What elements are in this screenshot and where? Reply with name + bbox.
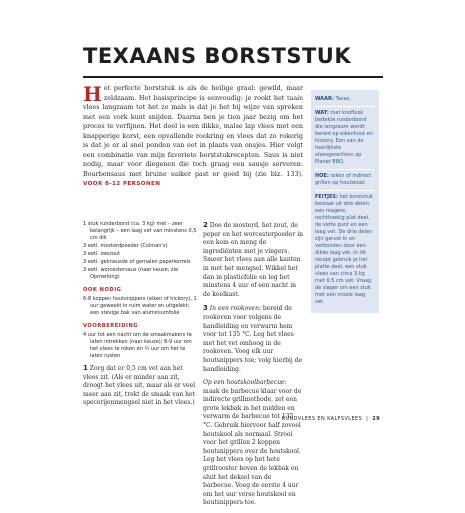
sidebar-label: FEITJES:	[315, 194, 338, 200]
page-footer	[220, 416, 380, 422]
step-3-charcoal	[203, 379, 303, 508]
ook-nodig-text: 6-8 koppen houtsnippers (eiken of hickory), 1 uur geweekt in ruim water en uitgelekt; een stevige bak van aluminiumfolie	[83, 296, 197, 316]
step-number: 1	[83, 364, 88, 372]
step-2	[203, 221, 303, 299]
info-sidebar	[311, 90, 379, 313]
step-1	[83, 364, 198, 408]
sidebar-text: met knoflook bedekte runderborst die langzaam wordt bereid op eikenhout en hickory. Een van de heerlijkste vleesgerechten op Planet BBQ.	[315, 110, 373, 165]
sidebar-label: HOE:	[315, 173, 329, 179]
ingredient-item: 1 stuk runderborst (ca. 3 kg) met – zeer belangrijk – een laag vet van minstens 0,5 cm dik	[83, 221, 197, 241]
ingredient-item: 3 eetl. mosterdpoeder (Colman's)	[83, 243, 168, 249]
sidebar-text: roken of indirect grillen op houtskool.	[315, 173, 372, 186]
ook-nodig-heading: OOK NODIG	[83, 287, 122, 293]
sidebar-text: Texas.	[335, 96, 351, 102]
step-text: Doe de mosterd, het zout, de peper en het worcesterpoeder in een kom en meng de ingrediënten met je vingers. Smeer het vlees aan alle kanten in met het mengsel. Wikkel het dan in plasticfolie en leg het minstens 4 uur of een nacht in de koelkast.	[203, 222, 304, 298]
footer-separator: |	[366, 416, 369, 422]
title-rule	[83, 76, 383, 78]
recipe-title: TEXAANS BORSTSTUK	[83, 44, 352, 68]
step-method: In een rookoven:	[209, 305, 261, 313]
voorbereiding-text: 4 uur tot een nacht om de smaakmakers te laten intrekken (naar keuze); 8-9 uur om het vlees te roken en ½ uur om het te laten rusten	[83, 332, 192, 359]
servings: VOOR 8-12 PERSONEN	[83, 181, 161, 187]
step-text: Zorg dat er 0,5 cm vet aan het vlees zit. (Als er minder aan zit, droogt het vlees uit, maar als er veel meer aan zit, trekt de smaak van het specerijenmengsel niet in het vlees.)	[83, 365, 196, 407]
recipe-intro	[83, 84, 303, 190]
steps-column	[203, 221, 303, 513]
sidebar-wat	[315, 107, 375, 170]
footer-section: RUNDVLEES EN KALFSVLEES	[281, 416, 363, 422]
step-text: maak de barbecue klaar voor de indirecte grillmethode, zet een grote lekbak in het midden en verwarm de barbecue tot 135 °C. Gebruik hiervoor half zoveel houtskool als normaal. Strooi voor het grillen 2 koppen houtsnippers over de houtskool. Leg het vlees op het hete grillrooster boven de lekbak en sluit het deksel van de barbecue. Voeg de eerste 4 uur om het uur verse houtskool en houtsnippers toe.	[203, 387, 302, 507]
drop-cap: H	[83, 82, 102, 106]
step-number: 2	[203, 221, 208, 229]
sidebar-hoe	[315, 170, 375, 191]
ingredient-item: 3 eetl. worcestersaus (naar keuze; zie Opmerking)	[83, 267, 179, 280]
step-method: Op een houtskoolbarbecue:	[203, 379, 287, 387]
step-text: bereid de rookoven voor volgens de handleiding en verwarm hem voor tot 135 °C. Leg het vlees met het vet omhoog in de rookoven. Voeg elk uur houtsnippers toe; volg hierbij de handleiding.	[203, 305, 302, 373]
voorbereiding-heading: VOORBEREIDING	[83, 323, 139, 329]
sidebar-label: WAAR:	[315, 96, 334, 102]
sidebar-text: het borststuk bestaat uit drie delen: een magere, rechthoekig plat deel, de vette punt en een laag vet. De drie delen zijn gerust in en verbonden door een dikke laag vet. In dit recept gebruik je het platte deel, een stuk vlees van circa 3 kg met 0,5 cm vet. Vraag de slager om een stuk met een mooie laag vet.	[315, 194, 373, 305]
ingredients-column	[83, 221, 198, 408]
page-number: 29	[372, 416, 380, 422]
ingredient-item: 3 eetl. gekneusde of gemalen peperkorrels	[83, 259, 191, 265]
sidebar-label: WAT:	[315, 110, 329, 116]
ingredient-item: 3 eetl. zeezout	[83, 251, 121, 257]
sidebar-feitjes	[315, 191, 375, 309]
sidebar-waar	[315, 93, 375, 107]
step-3	[203, 304, 303, 374]
intro-text: et perfecte borststuk is als de heilige graal: gewild, maar zeldzaam. Het basisprincipe is eenvoudig: je rookt het taaie vlees langzaam tot het zo mals is dat je het bij wijze van spreken met een vork kunt snijden. Daarna ben je tien jaar bezig om het proces te verfijnen. Het doel is een dikke, malse lap vlees met een knapperige korst, een opvallende rookring en vlees dat zo rokerig is dat je er al snel ponden van eet in plaats van onsjes. Hier volgt een combinatie van mijn favoriete borststukrecepten. Saus is niet nodig, maar voor diegenen die toch graag een sausje serveren: Bourbonsaus met bruine suiker past er goed bij (zie blz. 133).	[83, 84, 303, 178]
step-number: 3	[203, 304, 208, 313]
